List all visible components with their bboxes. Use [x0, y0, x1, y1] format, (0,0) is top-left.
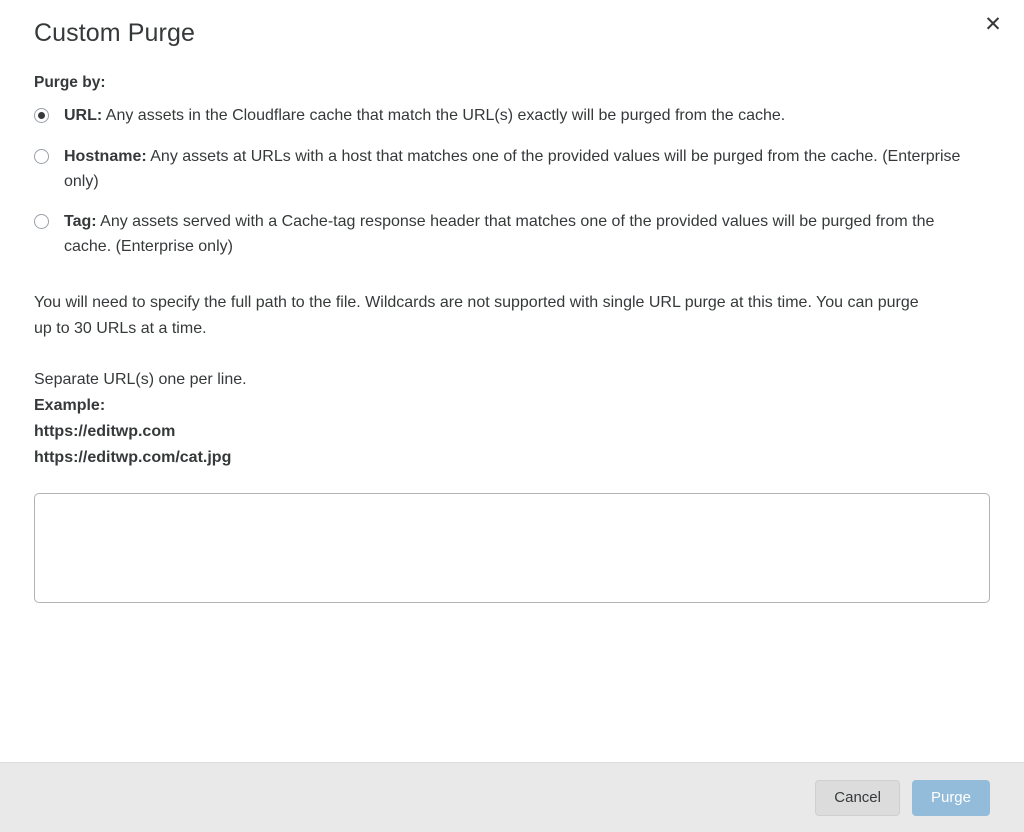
- radio-label-hostname: [64, 145, 984, 195]
- purge-button[interactable]: Purge: [912, 780, 990, 816]
- radio-description-tag: Any assets served with a Cache-tag response header that matches one of the provided values will be purged from the cache. (Enterprise only): [64, 213, 935, 256]
- radio-option-hostname[interactable]: [34, 145, 990, 195]
- cancel-button[interactable]: Cancel: [815, 780, 900, 816]
- example-block: [34, 367, 990, 471]
- page-title: Custom Purge: [34, 19, 195, 47]
- close-icon[interactable]: ✕: [980, 12, 1006, 38]
- radio-option-tag[interactable]: [34, 210, 990, 260]
- radio-description-hostname: Any assets at URLs with a host that matches one of the provided values will be purged from the cache. (Enterprise only): [64, 147, 961, 190]
- dialog-footer: [0, 762, 1024, 832]
- radio-option-url[interactable]: [34, 104, 990, 129]
- radio-description-url: Any assets in the Cloudflare cache that match the URL(s) exactly will be purged from the cache.: [105, 107, 786, 124]
- radio-icon-hostname[interactable]: [34, 149, 49, 164]
- radio-title-url: URL:: [64, 107, 103, 124]
- urls-input[interactable]: [34, 493, 990, 603]
- example-label: Example:: [34, 397, 106, 415]
- radio-icon-tag[interactable]: [34, 214, 49, 229]
- example-url-2: https://editwp.com/cat.jpg: [34, 448, 232, 466]
- radio-title-hostname: Hostname:: [64, 147, 147, 165]
- radio-label-url: [64, 104, 785, 129]
- radio-title-tag: Tag:: [64, 213, 97, 231]
- purge-by-radio-group: [34, 104, 990, 260]
- radio-icon-url[interactable]: [34, 108, 49, 123]
- example-url-1: https://editwp.com: [34, 422, 176, 440]
- separate-urls-note: Separate URL(s) one per line.: [34, 371, 247, 389]
- help-paragraph: You will need to specify the full path to the file. Wildcards are not supported with single URL purge at this time. You can purge up to 30 URLs at a time.: [34, 293, 919, 337]
- purge-by-label: Purge by:: [34, 74, 106, 91]
- radio-label-tag: [64, 210, 984, 260]
